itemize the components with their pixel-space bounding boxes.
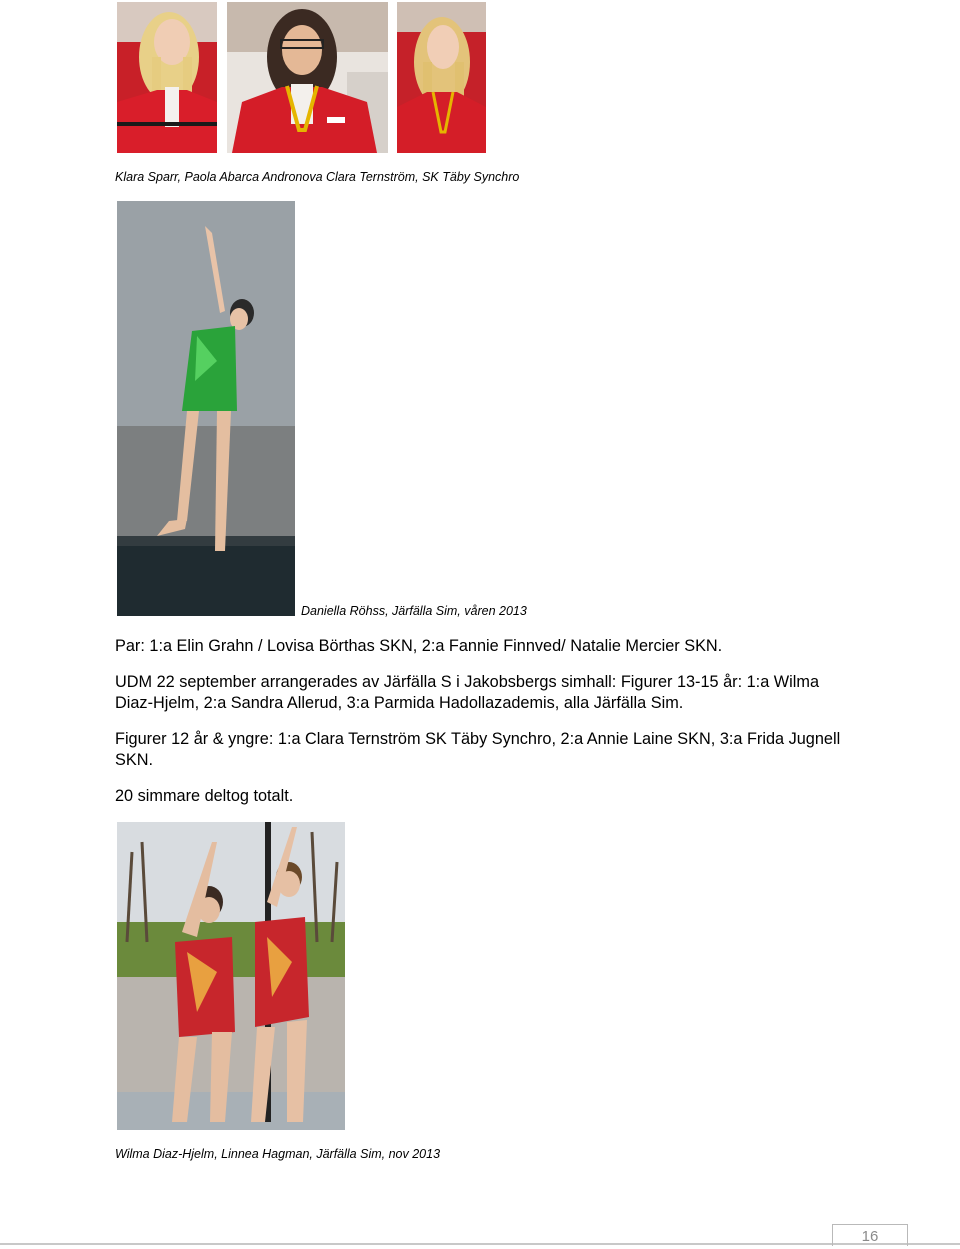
photo-klara-sparr (117, 2, 217, 153)
footer-rule (0, 1243, 960, 1245)
paragraph-udm-results: UDM 22 september arrangerades av Järfälla S i Jakobsbergs simhall: Figurer 13-15 år: 1:a Wilma Diaz-Hjelm, 2:a Sandra Allerud, 3:a Parmida Hadollazademis, alla Järfälla Sim. (115, 673, 820, 712)
page-number: 16 (832, 1224, 908, 1246)
paragraph-participants: 20 simmare deltog totalt. (115, 787, 294, 805)
caption-top-photos: Klara Sparr, Paola Abarca Andronova Clara Ternström, SK Täby Synchro (115, 170, 520, 184)
photo-clara-ternstrom (397, 2, 486, 153)
photo-wilma-linnea (117, 822, 345, 1130)
paragraph-par-results: Par: 1:a Elin Grahn / Lovisa Börthas SKN, 2:a Fannie Finnved/ Natalie Mercier SKN. (115, 637, 723, 655)
paragraph-figures-12: Figurer 12 år & yngre: 1:a Clara Ternström SK Täby Synchro, 2:a Annie Laine SKN, 3:a Frida Jugnell SKN. (115, 730, 841, 769)
caption-middle-photo: Daniella Röhss, Järfälla Sim, våren 2013 (301, 604, 527, 618)
caption-bottom-photo: Wilma Diaz-Hjelm, Linnea Hagman, Järfälla Sim, nov 2013 (115, 1147, 441, 1161)
photo-paola-abarca (227, 2, 388, 153)
photo-daniella-rohss (117, 201, 295, 616)
